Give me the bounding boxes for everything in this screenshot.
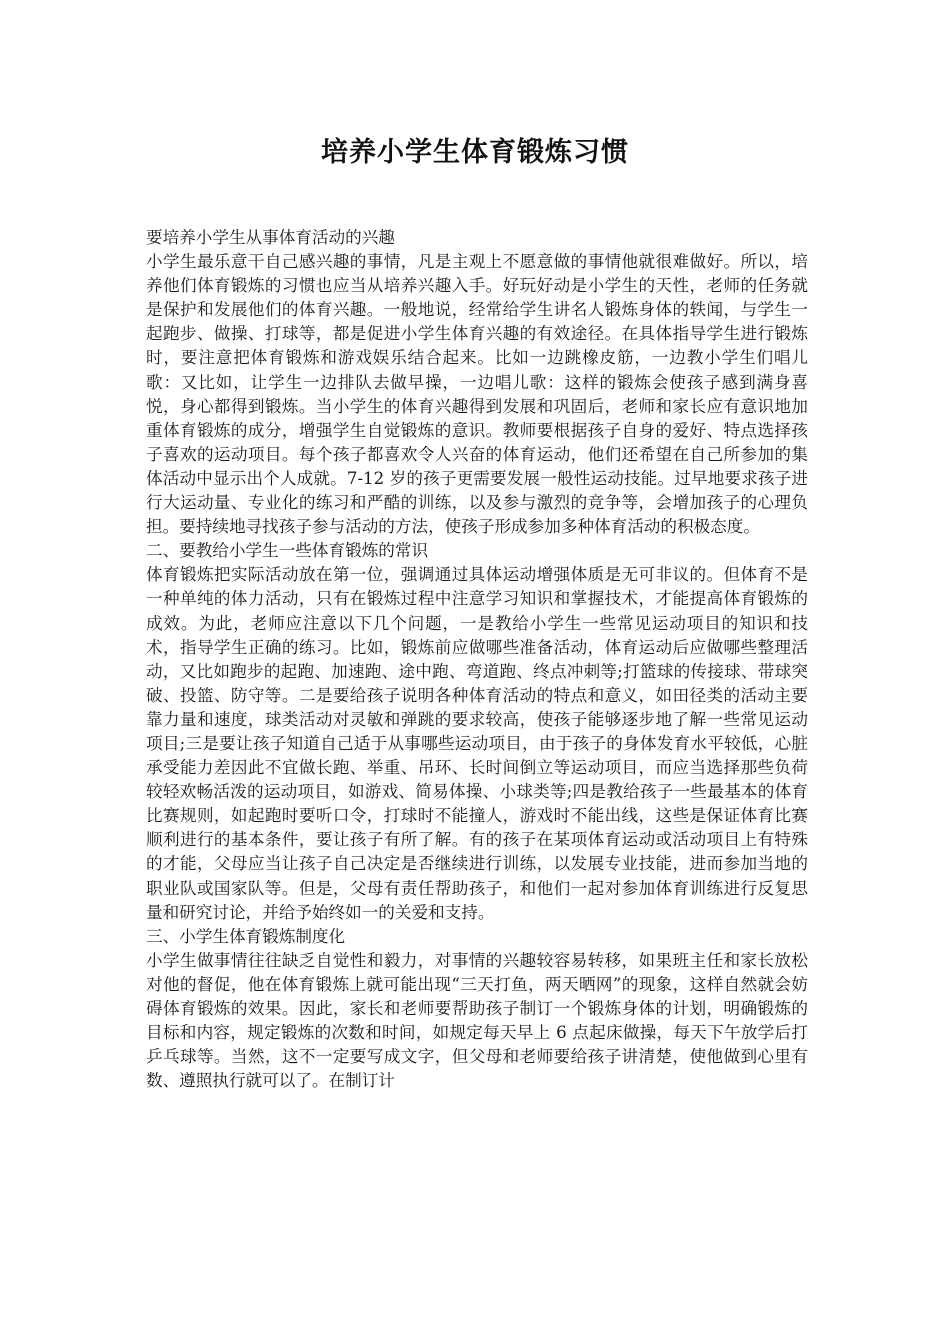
- section-paragraph-interest: 小学生最乐意干自己感兴趣的事情，凡是主观上不愿意做的事情他就很难做好。所以，培养他们体育锻炼的习惯也应当从培养兴趣入手。好玩好动是小学生的天性，老师的任务就是保护和发展他们的体育兴趣。一般地说，经常给学生讲名人锻炼身体的轶闻，与学生一起跑步、做操、打球等，都是促进小学生体育兴趣的有效途径。在具体指导学生进行锻炼时，要注意把体育锻炼和游戏娱乐结合起来。比如一边跳橡皮筋，一边教小学生们唱儿歌：又比如，让学生一边排队去做早操，一边唱儿歌：这样的锻炼会使孩子感到满身喜悦，身心都得到锻炼。当小学生的体育兴趣得到发展和巩固后，老师和家长应有意识地加重体育锻炼的成分，增强学生自觉锻炼的意识。教师要根据孩子自身的爱好、特点选择孩子喜欢的运动项目。每个孩子都喜欢令人兴奋的体育运动，他们还希望在自己所参加的集体活动中显示出个人成就。7-12 岁的孩子更需要发展一般性运动技能。过早地要求孩子进行大运动量、专业化的练习和严酷的训练，以及参与激烈的竞争等，会增加孩子的心理负担。要持续地寻找孩子参与活动的方法，使孩子形成参加多种体育活动的积极态度。: [146, 252, 808, 537]
- section-heading-routine: 三、小学生体育锻炼制度化: [146, 926, 346, 946]
- document-body: [146, 226, 808, 1093]
- section-heading-knowledge: 二、要教给小学生一些体育锻炼的常识: [146, 541, 429, 561]
- document-title: 培养小学生体育锻炼习惯: [321, 137, 629, 168]
- section-paragraph-routine: 小学生做事情往往缺乏自觉性和毅力，对事情的兴趣较容易转移，如果班主任和家长放松对他的督促，他在体育锻炼上就可能出现“三天打鱼，两天晒网”的现象，这样自然就会妨碍体育锻炼的效果。因此，家长和老师要帮助孩子制订一个锻炼身体的计划，明确锻炼的目标和内容，规定锻炼的次数和时间，如规定每天早上 6 点起床做操，每天下午放学后打乒乓球等。当然，这不一定要写成文字，但父母和老师要给孩子讲清楚，使他做到心里有数、遵照执行就可以了。在制订计: [146, 950, 808, 1091]
- section-heading-interest: 要培养小学生从事体育活动的兴趣: [146, 228, 395, 247]
- section-paragraph-knowledge: 体育锻炼把实际活动放在第一位，强调通过具体运动增强体质是无可非议的。但体育不是一种单纯的体力活动，只有在锻炼过程中注意学习知识和掌握技术，才能提高体育锻炼的成效。为此，老师应注意以下几个问题，一是教给小学生一些常见运动项目的知识和技术，指导学生正确的练习。比如，锻炼前应做哪些准备活动，体育运动后应做哪些整理活动，又比如跑步的起跑、加速跑、途中跑、弯道跑、终点冲刺等;打篮球的传接球、带球突破、投篮、防守等。二是要给孩子说明各种体育活动的特点和意义，如田径类的活动主要靠力量和速度，球类活动对灵敏和弹跳的要求较高，使孩子能够逐步地了解一些常见运动项目;三是要让孩子知道自己适于从事哪些运动项目，由于孩子的身体发育水平较低，心脏承受能力差因此不宜做长跑、举重、吊环、长时间倒立等运动项目，而应当选择那些负荷较轻欢畅活泼的运动项目，如游戏、简易体操、小球类等;四是教给孩子一些最基本的体育比赛规则，如起跑时要听口令，打球时不能撞人，游戏时不能出线，这些是保证体育比赛顺利进行的基本条件，要让孩子有所了解。有的孩子在某项体育运动或活动项目上有特殊的才能，父母应当让孩子自己决定是否继续进行训练，以发展专业技能，进而参加当地的职业队或国家队等。但是，父母有责任帮助孩子，和他们一起对参加体育训练进行反复思量和研究讨论，并给予始终如一的关爱和支持。: [146, 565, 808, 922]
